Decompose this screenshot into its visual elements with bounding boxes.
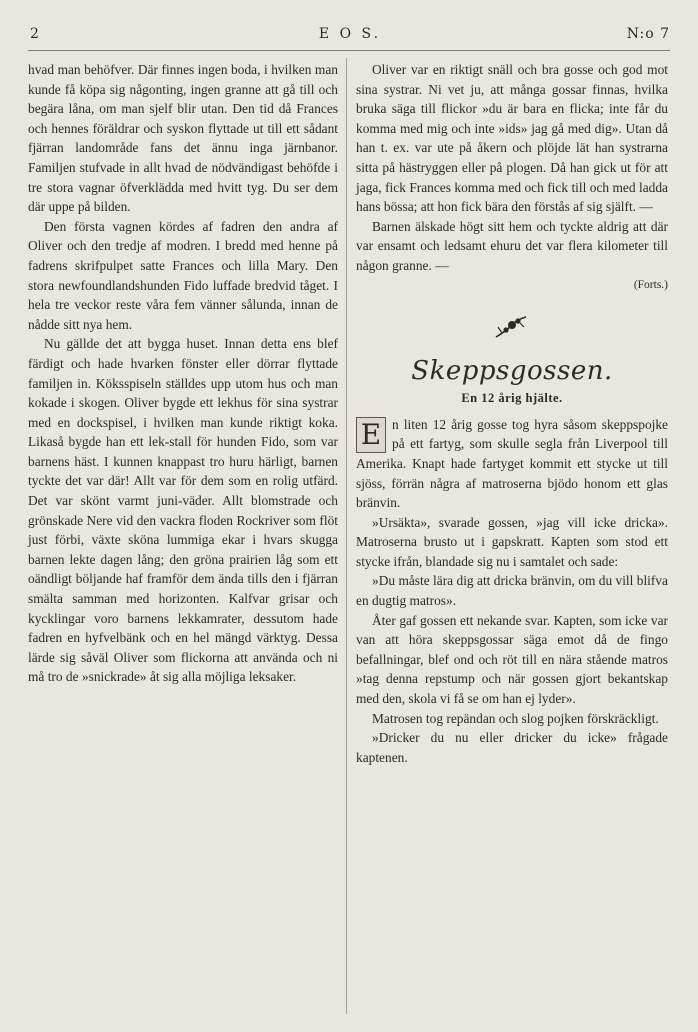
paragraph: Åter gaf gossen ett nekande svar. Kapten, som icke var van att höra skeppsgossar säga emot då de fingo befallningar, blef ond och röt till en nära stående matros »tag denna repstump och när gossen gjort bekantskap med den, skola vi få se om han ej lyder». [356, 612, 668, 707]
paragraph: hvad man behöfver. Där finnes ingen boda, i hvilken man kunde få köpa sig någonting, ingen granne att gå till och begära låna, om man sjelf blir utan. Den tid då Frances och hennes föräldrar och syskon flyttade ut till ett sådant fjärran landområde fans det ännu inga järnbanor. Familjen stufvade in allt hvad de nödvändigast behöfde i tre stora vagnar öfverklädda med hvitt tyg. Du ser dem där uppe på bilden. [28, 62, 338, 215]
header-rule [28, 50, 670, 51]
story-title: Skeppsgossen. [411, 356, 613, 387]
paragraph: Nu gällde det att bygga huset. Innan detta ens blef färdigt och hade hvarken fönster eller dörrar flyttade familjen in. Köksspiseln ställdes upp utom hus och man kokade i skogen. Oliver bygde ett lekhus för sina systrar med en dockspisel, i hvilken man kunde riktigt koka. Likaså bygde han ett lek-stall för hunden Fido, som var barnens häst. I kunnen knappast tro huru härligt, barnen tyckte det var där! Allt var för dem som en rolig utfärd. Det var skönt varmt juni-väder. Allt blomstrade och grönskade Nere vid den vackra floden Rockriver som flöt just förbi, växte sköna lummiga ekar i hvars skugga barnen lekte dagen lång; den gröna prairien låg som ett oändligt böljande haf framför dem ända tills den i fjärran smälta samman med horizonten. Kalfvar grisar och kycklingar voro barnens lekkamrater, dessutom hade fadren en hyfvelbänk och en hel mängd värktyg. Dessa lärde sig såväl Oliver som flickorna att använda och ni må tro de »snickrade» åt sig alla möjliga leksaker. [28, 336, 338, 685]
story-subtitle: En 12 årig hjälte. [461, 391, 563, 406]
drop-cap: E [356, 417, 386, 453]
page-header [30, 26, 670, 48]
left-column [28, 60, 338, 687]
issue-number: N:o 7 [626, 26, 670, 42]
continued-label: (Forts.) [633, 278, 668, 291]
story-first-paragraph [356, 415, 668, 513]
column-divider [346, 58, 347, 1014]
continued-note [356, 276, 668, 296]
paragraph: »Dricker du nu eller dricker du icke» frågade kaptenen. [356, 730, 668, 765]
paragraph: »Ursäkta», svarade gossen, »jag vill icke dricka». Matroserna brusto ut i gapskratt. Kapten som stod ett stycke ifrån, blandade sig nu i samtalet och sade: [356, 514, 668, 569]
paragraph: »Du måste lära dig att dricka bränvin, om du vill blifva en dugtig matros». [356, 573, 668, 609]
floral-ornament-icon [356, 313, 668, 345]
ornament-graphic [492, 313, 532, 343]
paragraph: Den första vagnen kördes af fadren den andra af Oliver och den tredje af modren. I bredd med henne på fadrens skrifpulpet satte Frances och lilla Mary. Den stora newfoundlandshunden Fido luffade bredvid tåget. I hela tre veckor reste våra fem vänner sålunda, innan de nådde sitt nya hem. [28, 218, 338, 332]
right-column [356, 60, 668, 767]
magazine-title: E O S. [318, 26, 382, 42]
paragraph: Barnen älskade högt sitt hem och tyckte aldrig att där var ensamt och ledsamt ehuru det var flera kilometer till någon granne. — [356, 218, 668, 273]
first-paragraph-text: n liten 12 årig gosse tog hyra såsom skeppspojke på ett fartyg, som skulle segla från Liverpool till Amerika. Knapt hade fartyget kommit ett stycke ut till sjöss, förrän några af matroserna bjödo honom ett glas bränvin. [356, 416, 668, 511]
page-number: 2 [30, 26, 40, 42]
paragraph: Matrosen tog repändan och slog pojken förskräckligt. [372, 710, 659, 726]
paragraph: Oliver var en riktigt snäll och bra gosse och god mot sina systrar. Ni vet ju, att många gossar finnas, hvilka bruka säga till flickor »du är bara en flicka; inte får du komma med mig och inte »ids» jag gå med dig». Utan då han t. ex. var ute på åkern och plöjde lät han systrarna sitta på hästryggen eller på plogen. Då han gick ut för att jaga, fick Frances komma med och fick till och med ladda hans bössa; att hon fick bära den förstås af sig själft. — [356, 62, 668, 215]
